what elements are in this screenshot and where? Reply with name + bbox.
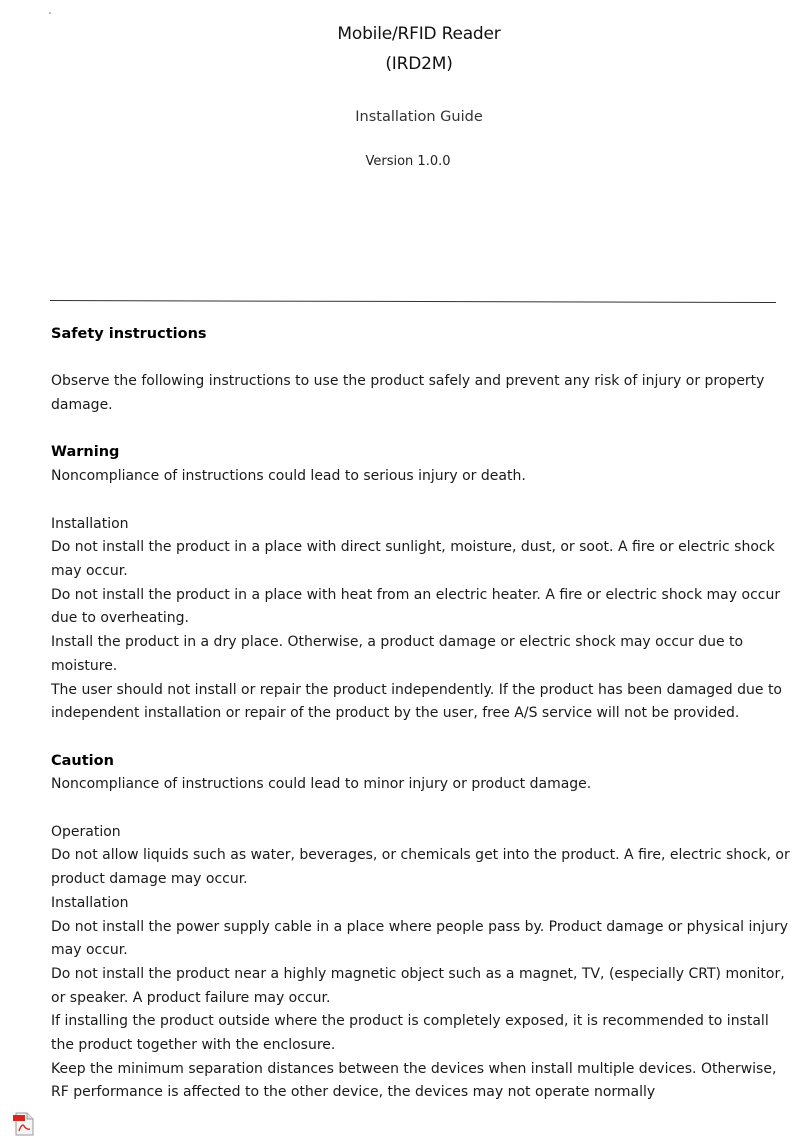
doc-version: Version 1.0.0 [365, 154, 451, 169]
scan-dot [49, 12, 51, 14]
warning-heading: Warning [51, 444, 120, 461]
doc-title-line2: (IRD2M) [385, 54, 453, 74]
warning-description: Noncompliance of instructions could lead to serious injury or death. [51, 468, 526, 485]
caution-installation-heading: Installation [51, 894, 129, 911]
caution-heading: Caution [51, 752, 114, 769]
warning-item: The user should not install or repair the product independently. If the product has been damaged due to independent installation or repair of the product by the user, free A/S service will not be provided. [51, 681, 782, 722]
caution-operation-heading: Operation [51, 823, 121, 840]
section-heading: Safety instructions [51, 326, 207, 342]
caution-installation-item: Do not install the power supply cable in a place where people pass by. Product damage or physical injury may occur. [51, 918, 789, 959]
section-intro: Observe the following instructions to use the product safely and prevent any risk of injury or property damage. [51, 373, 765, 414]
warning-subheading: Installation [51, 515, 129, 532]
warning-item: Do not install the product in a place with heat from an electric heater. A fire or electric shock may occur due to overheating. [51, 586, 781, 627]
doc-subtitle: Installation Guide [355, 109, 483, 125]
caution-description: Noncompliance of instructions could lead to minor injury or product damage. [51, 776, 592, 793]
warning-item: Do not install the product in a place with direct sunlight, moisture, dust, or soot. A fire or electric shock may occur. [51, 539, 775, 579]
caution-installation-item: Do not install the product near a highly magnetic object such as a magnet, TV, (especially CRT) monitor, or speaker. A product failure may occur. [51, 965, 785, 1006]
doc-title-line1: Mobile/RFID Reader [337, 24, 501, 44]
pdf-file-icon[interactable] [13, 1112, 35, 1136]
document-body [51, 323, 796, 1105]
header-divider [50, 300, 776, 303]
caution-installation-item: Keep the minimum separation distances between the devices when install multiple devices. Otherwise, RF performance is affected to the other device, the devices may not operate normally [51, 1060, 777, 1101]
warning-item: Install the product in a dry place. Otherwise, a product damage or electric shock may occur due to moisture. [51, 634, 744, 674]
caution-operation-item: Do not allow liquids such as water, beverages, or chemicals get into the product. A fire, electric shock, or product damage may occur. [51, 847, 790, 888]
caution-installation-item: If installing the product outside where the product is completely exposed, it is recommended to install the product together with the enclosure. [51, 1013, 769, 1054]
